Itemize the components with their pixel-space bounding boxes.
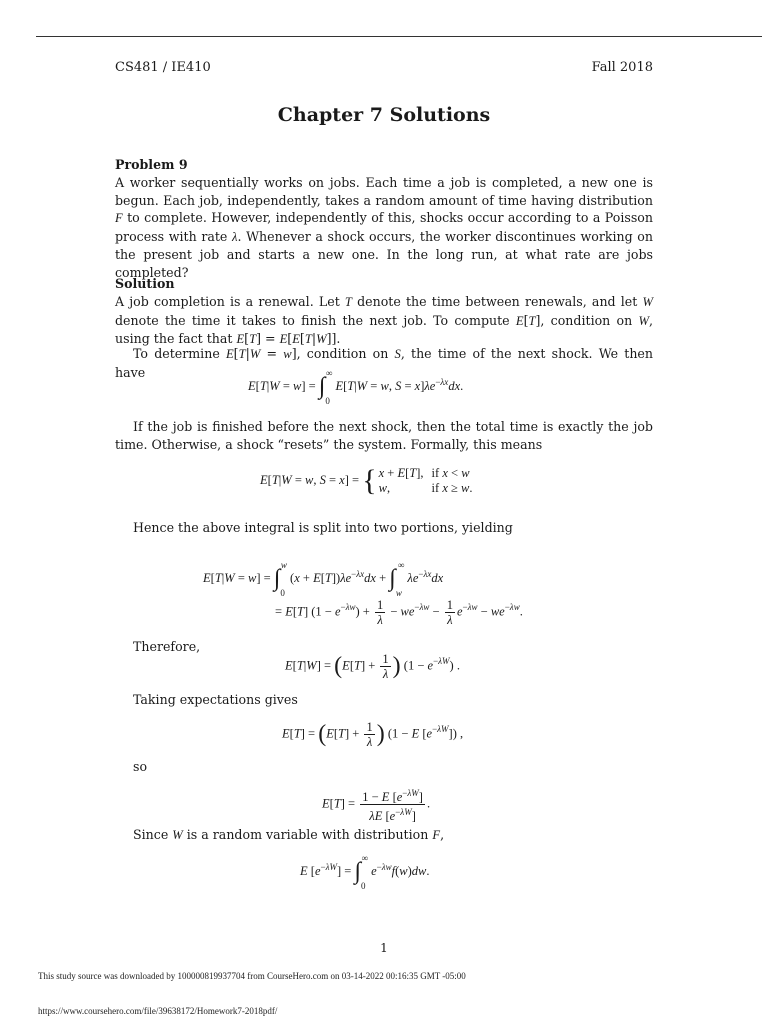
solution-para-1: A job completion is a renewal. Let T denote the time between renewals, and let W denote the time it takes to finish the next job. To compute E[T], condition on W, using the fact that E[T] = E[E[T|W]]. — [115, 294, 653, 346]
solution-para-3: If the job is finished before the next shock, then the total time is exactly the job time. Otherwise, a shock “resets” the system. Formally, this means — [115, 419, 653, 452]
solution-para-2: To determine E[T|W = w], condition on S, the time of the next shock. We then have — [115, 346, 653, 380]
problem-heading: Problem 9 — [115, 157, 188, 172]
solution-heading: Solution — [115, 276, 175, 291]
page-number: 1 — [380, 941, 388, 955]
equation-4: E[T|W] = (E[T] + $\frac{1}{\lambda}$ ) $(1 - e^{-\lambda W})$ . — [285, 652, 460, 681]
solution-para-7: so — [133, 759, 148, 774]
equation-2: E[T|W = w, S = x] = { x + E[T], if x < w w, if x ≥ w. — [260, 464, 473, 497]
solution-para-8: Since W is a random variable with distribution F, — [133, 827, 445, 842]
course-code: CS481 / IE410 — [115, 60, 211, 75]
download-note: This study source was downloaded by 100000819937704 from CourseHero.com on 03-14-2022 00:16:35 GMT -05:00 — [38, 971, 466, 981]
term: Fall 2018 — [591, 60, 653, 75]
page-title: Chapter 7 Solutions — [277, 104, 491, 126]
solution-para-5: Therefore, — [133, 639, 201, 654]
top-rule — [36, 36, 762, 37]
equation-3-line-2: = E[T] $(1 - e^{-\lambda w})$ + $\frac{1}{\lambda}$ − $we^{-\lambda w}$ − $\frac{1}{\lambda}$ $e^{-\lambda w} - we^{-\lambda w}$. — [275, 598, 523, 627]
solution-para-4: Hence the above integral is split into two portions, yielding — [133, 520, 513, 535]
equation-7: E $[e^{-\lambda W}] = \int_0^\infty$ $e^{-\lambda w}f(w)dw$. — [300, 853, 430, 891]
equation-3-line-1: $E[T|W = w] = \int_0^w$ $(x + E[T])\lambda e^{-\lambda x}dx + \int_w^\infty$ $\lambda e^{-\lambda x}dx$ — [203, 560, 444, 598]
equation-5: E[T] = (E[T] + $\frac{1}{\lambda}$ ) (1 − E $[e^{-\lambda W}]$) , — [282, 720, 464, 749]
problem-text: A worker sequentially works on jobs. Each time a job is completed, a new one is begun. Each job, independently, takes a random amount of time having distribution F to complete. However, independently of this, shocks occur according to a Poisson process with rate λ. Whenever a shock occurs, the worker discontinues working on the present job and starts a new one. In the long run, at what rate are jobs completed? — [115, 175, 653, 280]
source-url[interactable]: https://www.coursehero.com/file/39638172/Homework7-2018pdf/ — [38, 1006, 278, 1016]
equation-6: E[T] = $\frac{1 - E [e^{-\lambda W}]}{\lambda E [e^{-\lambda W}]}$ . — [322, 788, 431, 824]
equation-1: $E[T|W = w] = \int_0^\infty$ E[T|W = w, $S = x]\lambda e^{-\lambda x}dx$. — [248, 368, 464, 406]
solution-para-6: Taking expectations gives — [133, 692, 298, 707]
